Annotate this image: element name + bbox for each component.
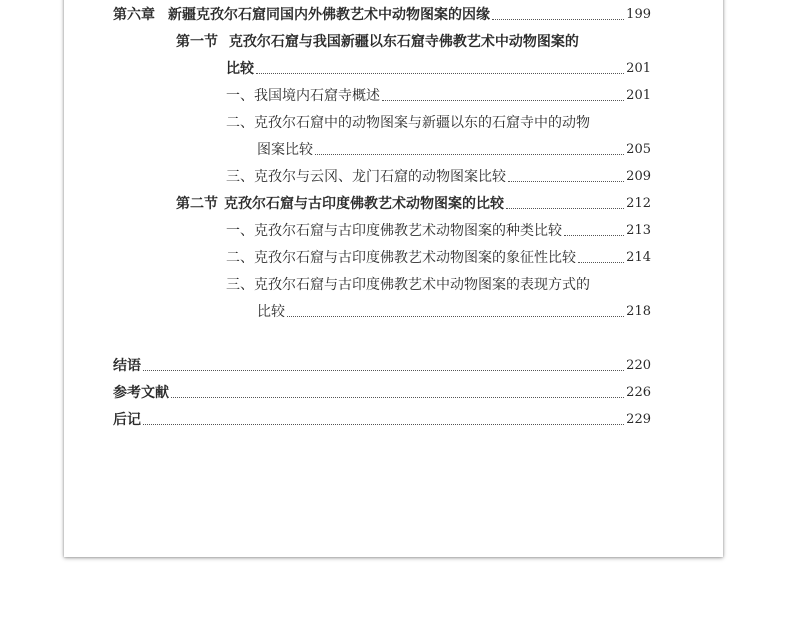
page-number: 213 — [626, 223, 651, 238]
leader-dots — [578, 261, 624, 263]
page-number: 201 — [626, 61, 651, 76]
leader-dots — [508, 180, 624, 182]
toc-entry-line2 — [257, 140, 651, 160]
toc-conclusion — [113, 356, 651, 376]
toc-section-1-line1 — [176, 32, 579, 52]
leader-dots — [492, 18, 624, 20]
backmatter-title: 后记 — [113, 412, 141, 428]
leader-dots — [287, 315, 624, 317]
book-page — [64, 0, 723, 557]
leader-dots — [315, 153, 624, 155]
leader-dots — [564, 234, 624, 236]
page-number: 201 — [626, 88, 651, 103]
page-number: 212 — [626, 196, 651, 211]
backmatter-title: 参考文献 — [113, 385, 169, 401]
leader-dots — [506, 207, 624, 209]
leader-dots — [143, 369, 624, 371]
toc-entry — [226, 221, 651, 241]
page-number: 220 — [626, 358, 651, 373]
section-title-cont: 比较 — [226, 61, 254, 77]
toc-entry — [226, 248, 651, 268]
page-number: 229 — [626, 412, 651, 427]
toc-entry — [226, 167, 651, 187]
leader-dots — [143, 423, 624, 425]
page-number: 214 — [626, 250, 651, 265]
entry-title: 一、克孜尔石窟与古印度佛教艺术动物图案的种类比较 — [226, 223, 562, 239]
toc-entry — [226, 86, 651, 106]
section-label: 第一节 — [176, 34, 218, 50]
chapter-title: 新疆克孜尔石窟同国内外佛教艺术中动物图案的因缘 — [168, 7, 490, 23]
toc-section-2 — [176, 194, 651, 214]
entry-title: 一、我国境内石窟寺概述 — [226, 88, 380, 104]
leader-dots — [382, 99, 624, 101]
entry-title: 三、克孜尔石窟与古印度佛教艺术中动物图案的表现方式的 — [226, 277, 590, 293]
toc-chapter-6 — [113, 5, 651, 25]
section-title: 克孜尔石窟与古印度佛教艺术动物图案的比较 — [224, 196, 504, 212]
entry-title: 二、克孜尔石窟与古印度佛教艺术动物图案的象征性比较 — [226, 250, 576, 266]
toc-entry-line1 — [226, 113, 590, 133]
page-number: 199 — [626, 7, 651, 22]
toc-entry-line1 — [226, 275, 590, 295]
page-number: 226 — [626, 385, 651, 400]
table-of-contents — [64, 0, 723, 557]
toc-entry-line2 — [257, 302, 651, 322]
chapter-label: 第六章 — [113, 7, 155, 23]
entry-title-cont: 比较 — [257, 304, 285, 320]
page-number: 205 — [626, 142, 651, 157]
section-title: 克孜尔石窟与我国新疆以东石窟寺佛教艺术中动物图案的 — [228, 34, 579, 50]
leader-dots — [256, 72, 624, 74]
backmatter-title: 结语 — [113, 358, 141, 374]
leader-dots — [171, 396, 624, 398]
section-label: 第二节 — [176, 196, 218, 212]
page-number: 218 — [626, 304, 651, 319]
entry-title: 三、克孜尔与云冈、龙门石窟的动物图案比较 — [226, 169, 506, 185]
entry-title: 二、克孜尔石窟中的动物图案与新疆以东的石窟寺中的动物 — [226, 115, 590, 131]
toc-references — [113, 383, 651, 403]
page-number: 209 — [626, 169, 651, 184]
toc-section-1-line2 — [226, 59, 651, 79]
entry-title-cont: 图案比较 — [257, 142, 313, 158]
toc-afterword — [113, 410, 651, 430]
